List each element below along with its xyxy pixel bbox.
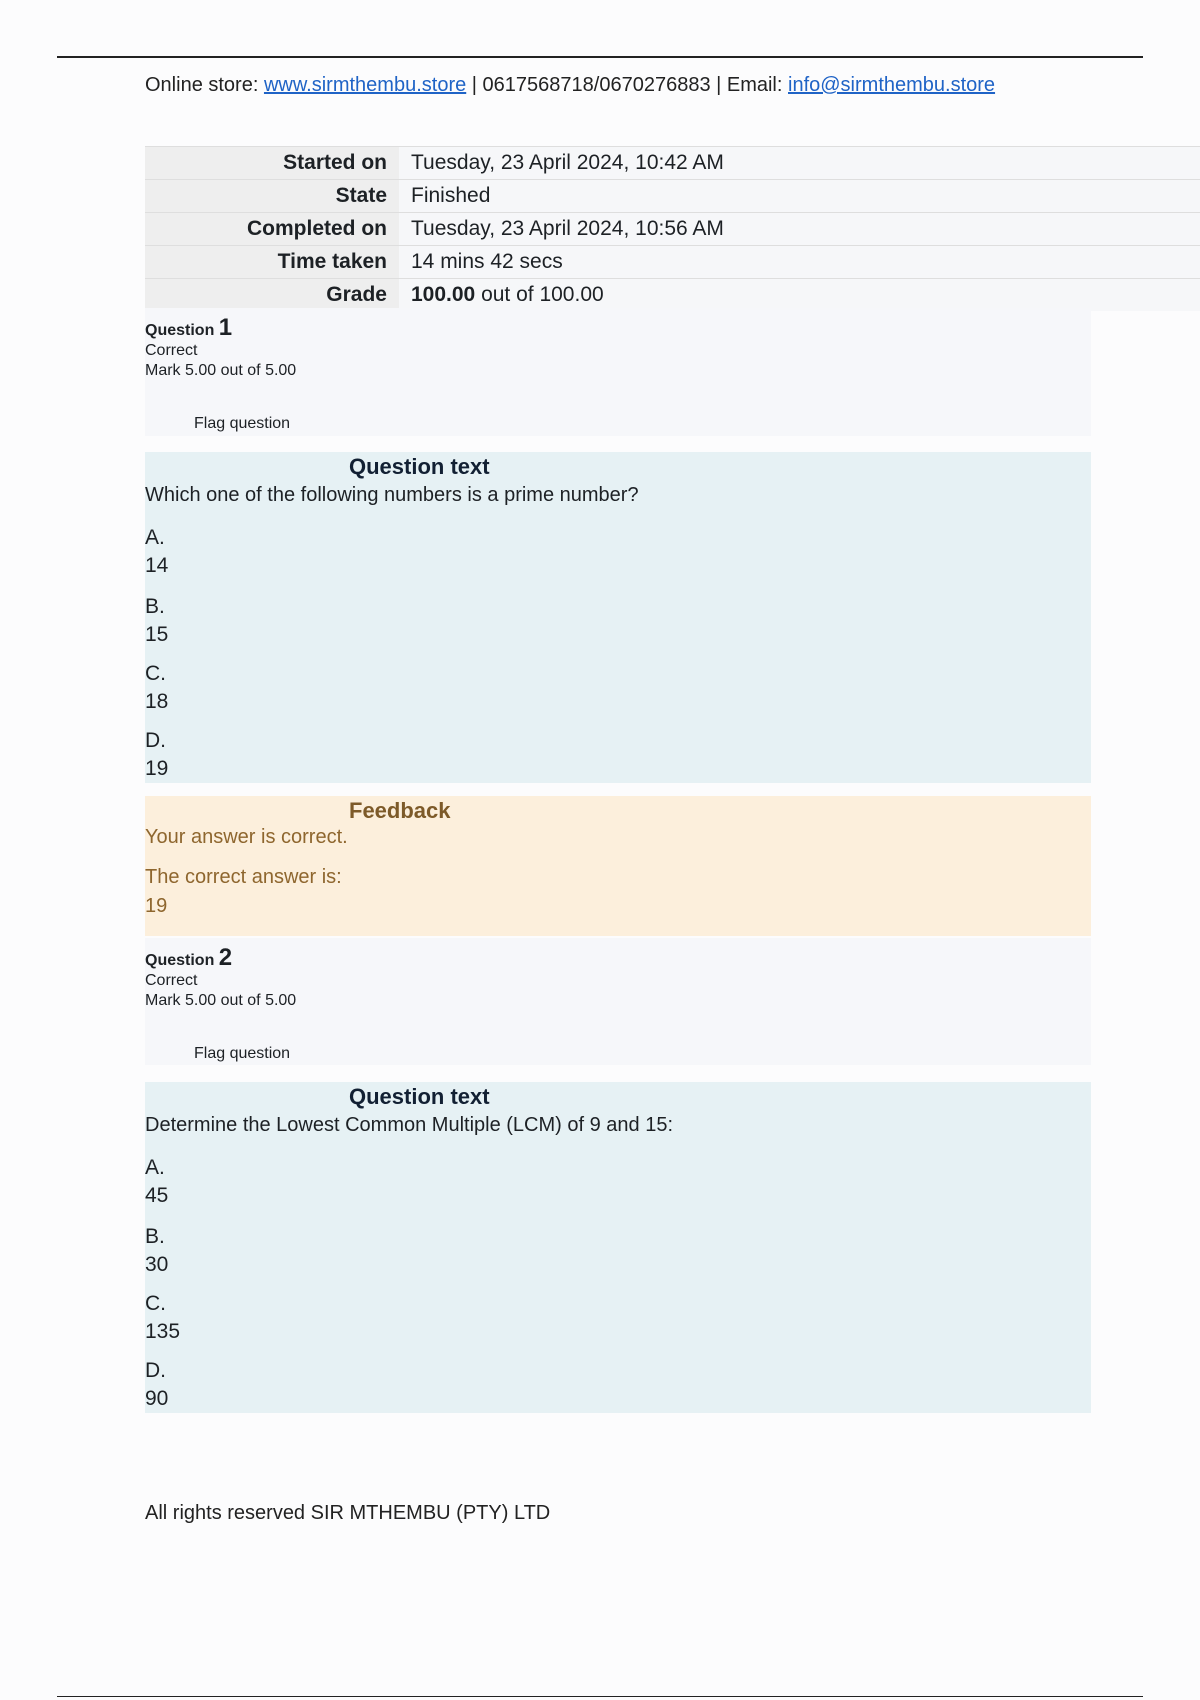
store-label: Online store: xyxy=(145,74,259,96)
started-on-value: Tuesday, 23 April 2024, 10:42 AM xyxy=(399,147,1200,180)
question-1-feedback xyxy=(145,796,1091,936)
contact-header xyxy=(145,74,995,97)
question-2-text-block xyxy=(145,1082,1091,1413)
question-label: Question xyxy=(145,952,219,969)
time-taken-value: 14 mins 42 secs xyxy=(399,246,1200,279)
grade-out-of: out of 100.00 xyxy=(475,283,604,306)
feedback-heading: Feedback xyxy=(349,798,451,823)
question-1-option-d[interactable] xyxy=(145,727,168,783)
option-letter: A. xyxy=(145,1156,165,1179)
started-on-label: Started on xyxy=(145,147,399,180)
email-link[interactable]: info@sirmthembu.store xyxy=(788,74,996,96)
option-letter: C. xyxy=(145,662,166,685)
grade-value: 100.00 xyxy=(411,283,476,306)
question-1-state: Correct xyxy=(145,342,198,359)
feedback-correct-value: 19 xyxy=(145,895,168,917)
question-2-mark: Mark 5.00 out of 5.00 xyxy=(145,992,297,1009)
question-2-info xyxy=(145,938,1091,1065)
question-label: Question xyxy=(145,322,219,339)
question-2-text-heading: Question text xyxy=(349,1084,490,1109)
question-1-number xyxy=(145,314,232,342)
feedback-result: Your answer is correct. xyxy=(145,826,348,848)
question-1-mark: Mark 5.00 out of 5.00 xyxy=(145,362,297,379)
summary-row-time xyxy=(145,246,1200,279)
question-1-text-block xyxy=(145,452,1091,783)
option-value: 135 xyxy=(145,1320,181,1343)
option-value: 18 xyxy=(145,690,169,713)
grade-value-cell xyxy=(399,279,1200,312)
question-2-flag-button[interactable]: Flag question xyxy=(194,1045,291,1062)
bottom-rule xyxy=(57,1696,1143,1697)
option-letter: D. xyxy=(145,729,166,752)
question-2-option-d[interactable] xyxy=(145,1357,168,1413)
question-1-flag-button[interactable]: Flag question xyxy=(194,415,291,432)
question-2-prompt: Determine the Lowest Common Multiple (LCM) of 9 and 15: xyxy=(145,1114,674,1136)
question-1-option-c[interactable] xyxy=(145,660,168,716)
completed-on-value: Tuesday, 23 April 2024, 10:56 AM xyxy=(399,213,1200,246)
option-value: 19 xyxy=(145,757,169,780)
question-2-option-b[interactable] xyxy=(145,1223,168,1279)
option-letter: B. xyxy=(145,1225,165,1248)
option-letter: B. xyxy=(145,595,165,618)
grade-label: Grade xyxy=(145,279,399,312)
option-letter: A. xyxy=(145,526,165,549)
question-2-number xyxy=(145,944,232,972)
summary-row-state xyxy=(145,180,1200,213)
summary-row-grade xyxy=(145,279,1200,312)
state-value: Finished xyxy=(399,180,1200,213)
option-value: 15 xyxy=(145,623,169,646)
question-number: 1 xyxy=(218,314,233,341)
completed-on-label: Completed on xyxy=(145,213,399,246)
top-rule xyxy=(57,56,1143,58)
question-2-state: Correct xyxy=(145,972,198,989)
option-letter: C. xyxy=(145,1292,166,1315)
contact-phones: | 0617568718/0670276883 | Email: xyxy=(466,74,788,96)
question-2-option-c[interactable] xyxy=(145,1290,180,1346)
summary-row-completed xyxy=(145,213,1200,246)
question-1-option-b[interactable] xyxy=(145,593,168,649)
option-value: 90 xyxy=(145,1387,169,1410)
option-letter: D. xyxy=(145,1359,166,1382)
option-value: 45 xyxy=(145,1184,169,1207)
option-value: 14 xyxy=(145,554,169,577)
time-taken-label: Time taken xyxy=(145,246,399,279)
question-number: 2 xyxy=(218,944,233,971)
feedback-correct-label: The correct answer is: xyxy=(145,866,342,888)
option-value: 30 xyxy=(145,1253,169,1276)
footer-copyright: All rights reserved SIR MTHEMBU (PTY) LTD xyxy=(145,1502,551,1524)
question-1-info xyxy=(145,308,1091,436)
state-label: State xyxy=(145,180,399,213)
summary-row-started xyxy=(145,147,1200,180)
question-1-prompt: Which one of the following numbers is a prime number? xyxy=(145,484,639,506)
question-1-text-heading: Question text xyxy=(349,454,490,479)
question-2-option-a[interactable] xyxy=(145,1154,168,1210)
attempt-summary-table xyxy=(145,146,1200,311)
question-1-option-a[interactable] xyxy=(145,524,168,580)
store-link[interactable]: www.sirmthembu.store xyxy=(263,74,467,96)
